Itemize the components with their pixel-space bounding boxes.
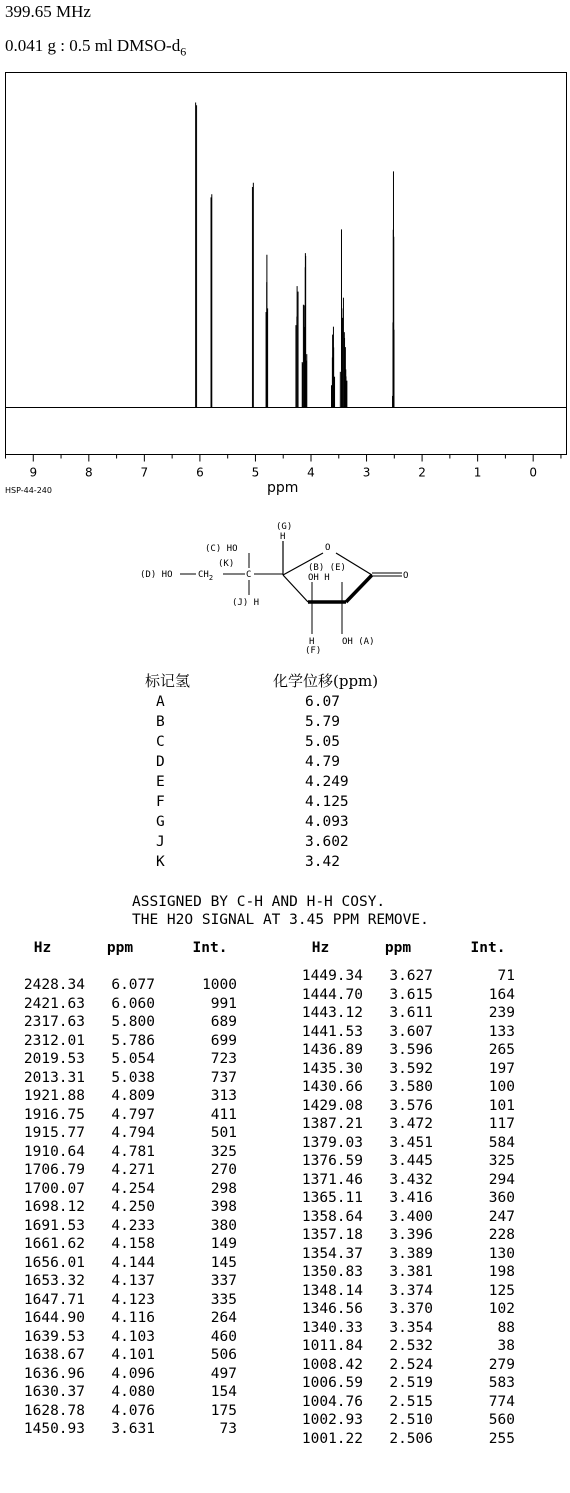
ppm-cell: 4.233 [111, 1217, 155, 1234]
assignment-label: F [156, 794, 165, 810]
assignment-row [145, 732, 405, 752]
hz-cell: 1002.93 [301, 1412, 363, 1428]
axis-ticks [6, 455, 561, 480]
hz-cell: 1639.53 [23, 1328, 85, 1345]
table-row [15, 995, 250, 1014]
hz-cell: 1348.14 [301, 1282, 363, 1299]
ppm-cell: 5.786 [111, 1032, 155, 1049]
label-c-ho: (C) HO [205, 544, 238, 554]
table-row [293, 1004, 528, 1023]
int-cell: 699 [210, 1032, 237, 1049]
ppm-cell: 2.515 [389, 1393, 433, 1410]
label-f: (F) [305, 646, 322, 656]
ppm-cell: 4.096 [111, 1365, 155, 1382]
hz-cell: 1706.79 [23, 1162, 85, 1178]
table-row [293, 1393, 528, 1412]
hz-cell: 1661.62 [23, 1236, 85, 1252]
ppm-cell: 5.800 [111, 1014, 155, 1030]
table-row [293, 1245, 528, 1264]
hz-cell: 1387.21 [301, 1116, 363, 1132]
hz-cell: 1340.33 [301, 1319, 363, 1336]
x-tick-label: 0 [529, 465, 537, 480]
int-cell: 325 [210, 1143, 237, 1160]
ppm-cell: 4.076 [111, 1402, 155, 1419]
table-row [15, 1235, 250, 1254]
col-ppm: ppm [106, 940, 134, 956]
int-cell: 411 [210, 1106, 237, 1123]
x-tick-label: 5 [251, 465, 260, 480]
int-cell: 460 [210, 1328, 237, 1345]
int-cell: 73 [219, 1421, 237, 1437]
ppm-cell: 4.116 [111, 1310, 155, 1326]
table-row [15, 1365, 250, 1384]
ppm-cell: 4.794 [111, 1125, 155, 1141]
int-cell: 164 [488, 986, 515, 1003]
label-b-e: (B) (E) [308, 563, 346, 573]
hz-cell: 1441.53 [301, 1023, 363, 1040]
assignment-shift: 5.05 [305, 734, 340, 750]
ppm-cell: 5.038 [111, 1069, 155, 1086]
hz-cell: 1450.93 [23, 1421, 85, 1437]
bond-ring-left [283, 575, 308, 602]
ppm-cell: 4.123 [111, 1291, 155, 1308]
x-tick-label: 1 [473, 465, 482, 480]
int-cell: 149 [210, 1236, 237, 1252]
table-row [15, 1143, 250, 1162]
hz-cell: 2421.63 [23, 995, 85, 1012]
ppm-cell: 3.576 [389, 1097, 433, 1114]
hz-cell: 1644.90 [23, 1310, 85, 1326]
ppm-cell: 4.809 [111, 1088, 155, 1104]
hz-cell: 1916.75 [23, 1106, 85, 1123]
ppm-cell: 4.250 [111, 1199, 155, 1215]
hz-cell: 1001.22 [301, 1430, 363, 1447]
peak-group [196, 103, 394, 408]
int-cell: 154 [210, 1384, 237, 1400]
sample-subscript: 6 [180, 44, 187, 59]
ch2-subscript: 2 [208, 574, 214, 582]
int-cell: 279 [488, 1356, 515, 1373]
ch2-text: CH [198, 570, 209, 580]
ch2-group [198, 570, 213, 582]
table-row [15, 1087, 250, 1106]
assignment-label: K [156, 854, 165, 870]
hz-cell: 1008.42 [301, 1356, 363, 1373]
table-row [15, 1106, 250, 1125]
int-cell: 774 [488, 1393, 515, 1410]
ppm-cell: 4.080 [111, 1384, 155, 1400]
int-cell: 398 [210, 1199, 237, 1215]
assignment-label: J [156, 834, 165, 850]
note-h2o: THE H2O SIGNAL AT 3.45 PPM REMOVE. [132, 912, 429, 928]
x-axis-label: ppm [267, 480, 299, 496]
hz-cell: 1379.03 [301, 1134, 363, 1151]
table-row [15, 1198, 250, 1217]
int-cell: 737 [210, 1069, 237, 1086]
hz-cell: 1006.59 [301, 1375, 363, 1391]
int-cell: 255 [488, 1430, 515, 1447]
int-cell: 294 [488, 1171, 515, 1188]
hz-cell: 1653.32 [23, 1273, 85, 1289]
col-int: Int. [192, 940, 228, 956]
hz-cell: 2428.34 [23, 977, 85, 993]
assignment-label: A [156, 694, 165, 710]
hz-cell: 1915.77 [23, 1125, 85, 1141]
col-ppm: ppm [384, 940, 412, 956]
hz-cell: 1910.64 [23, 1143, 85, 1160]
ppm-cell: 3.592 [389, 1060, 433, 1077]
ppm-cell: 3.432 [389, 1171, 433, 1188]
int-cell: 175 [210, 1402, 237, 1419]
ppm-cell: 4.137 [111, 1273, 155, 1289]
assignment-shift: 4.093 [305, 814, 349, 830]
label-k: (K) [218, 559, 235, 569]
assignment-shift: 3.42 [305, 854, 340, 870]
int-cell: 197 [488, 1060, 515, 1077]
hz-cell: 1647.71 [23, 1291, 85, 1308]
table-row [15, 1328, 250, 1347]
table-row [15, 1124, 250, 1143]
int-cell: 583 [488, 1375, 515, 1391]
bond-ring-right-bold [346, 575, 372, 602]
table-row [293, 1041, 528, 1060]
ppm-cell: 3.445 [389, 1153, 433, 1169]
int-cell: 101 [488, 1097, 515, 1114]
assignment-shift: 5.79 [305, 714, 340, 730]
hz-cell: 1921.88 [23, 1088, 85, 1104]
x-tick-label: 2 [418, 465, 426, 480]
hz-cell: 1350.83 [301, 1264, 363, 1280]
table-row [15, 1383, 250, 1402]
int-cell: 100 [488, 1079, 515, 1095]
table-row [15, 1161, 250, 1180]
ppm-cell: 3.354 [389, 1319, 433, 1336]
int-cell: 501 [210, 1125, 237, 1141]
atom-h-bottom: H [309, 637, 315, 647]
table-row [15, 1309, 250, 1328]
table-row [293, 1430, 528, 1449]
x-tick-label: 3 [362, 465, 371, 480]
table-row [293, 1411, 528, 1430]
ppm-cell: 2.532 [389, 1338, 433, 1354]
ppm-cell: 6.060 [111, 995, 155, 1012]
int-cell: 265 [488, 1042, 515, 1058]
hz-cell: 1443.12 [301, 1005, 363, 1021]
table-row [293, 1263, 528, 1282]
int-cell: 1000 [202, 977, 237, 993]
nmr-spectrum-chart [0, 60, 570, 485]
hz-cell: 1371.46 [301, 1171, 363, 1188]
int-cell: 71 [497, 968, 515, 984]
chemical-structure [130, 520, 420, 660]
int-cell: 337 [210, 1273, 237, 1289]
int-cell: 560 [488, 1412, 515, 1428]
peak-table-left-header [15, 940, 250, 962]
table-row [293, 1374, 528, 1393]
hz-cell: 2317.63 [23, 1014, 85, 1030]
table-row [15, 1346, 250, 1365]
assignment-label: E [156, 774, 165, 790]
hz-cell: 1430.66 [301, 1079, 363, 1095]
hz-cell: 1698.12 [23, 1199, 85, 1215]
assignment-shift: 4.79 [305, 754, 340, 770]
ppm-cell: 3.472 [389, 1116, 433, 1132]
ppm-cell: 2.506 [389, 1430, 433, 1447]
int-cell: 145 [210, 1254, 237, 1271]
assignment-row [145, 792, 405, 812]
int-cell: 506 [210, 1347, 237, 1363]
assignment-shift: 4.249 [305, 774, 349, 790]
hz-cell: 2019.53 [23, 1051, 85, 1067]
peak-table-right [293, 940, 528, 1448]
sample-info [5, 36, 186, 59]
label-j-h: (J) H [232, 598, 260, 608]
ppm-cell: 4.271 [111, 1162, 155, 1178]
table-row [15, 1420, 250, 1439]
table-row [293, 1171, 528, 1190]
int-cell: 38 [497, 1338, 515, 1354]
hz-cell: 1429.08 [301, 1097, 363, 1114]
table-row [293, 1319, 528, 1338]
ppm-cell: 3.580 [389, 1079, 433, 1095]
plot-frame [6, 73, 567, 455]
hz-cell: 1636.96 [23, 1365, 85, 1382]
hz-cell: 1357.18 [301, 1227, 363, 1243]
assignment-label: D [156, 754, 165, 770]
int-cell: 264 [210, 1310, 237, 1326]
int-cell: 325 [488, 1153, 515, 1169]
int-cell: 360 [488, 1190, 515, 1206]
int-cell: 723 [210, 1051, 237, 1067]
table-row [15, 1254, 250, 1273]
label-oh-a: OH (A) [342, 637, 375, 647]
assignment-header [145, 670, 405, 692]
assignment-row [145, 752, 405, 772]
table-row [293, 1115, 528, 1134]
assignment-label: B [156, 714, 165, 730]
col-hz: Hz [33, 940, 52, 956]
ppm-cell: 3.627 [389, 968, 433, 984]
assignment-label: C [156, 734, 165, 750]
table-row [293, 1134, 528, 1153]
hz-cell: 1630.37 [23, 1384, 85, 1400]
table-row [15, 1032, 250, 1051]
assignment-col-label: 标记氢 [145, 672, 191, 690]
ppm-cell: 4.254 [111, 1180, 155, 1197]
hz-cell: 1700.07 [23, 1180, 85, 1197]
table-row [293, 1023, 528, 1042]
int-cell: 584 [488, 1134, 515, 1151]
hz-cell: 1444.70 [301, 986, 363, 1003]
int-cell: 228 [488, 1227, 515, 1243]
label-d-ho: (D) HO [140, 570, 173, 580]
spectrometer-frequency: 399.65 MHz [5, 2, 91, 21]
int-cell: 335 [210, 1291, 237, 1308]
x-tick-label: 7 [140, 465, 149, 480]
int-cell: 125 [488, 1282, 515, 1299]
assignment-row [145, 692, 405, 712]
peak-table-left [15, 940, 250, 1439]
table-row [293, 967, 528, 986]
ppm-cell: 3.631 [111, 1421, 155, 1437]
int-cell: 198 [488, 1264, 515, 1280]
assignment-row [145, 852, 405, 872]
table-row [293, 1152, 528, 1171]
ppm-cell: 4.103 [111, 1328, 155, 1345]
ppm-cell: 4.781 [111, 1143, 155, 1160]
table-row [293, 1078, 528, 1097]
ppm-cell: 2.524 [389, 1356, 433, 1373]
table-row [293, 1226, 528, 1245]
atom-o-ring: O [325, 543, 331, 553]
ppm-cell: 3.400 [389, 1208, 433, 1225]
table-row [15, 1402, 250, 1421]
note-assigned: ASSIGNED BY C-H AND H-H COSY. [132, 894, 386, 910]
ppm-cell: 4.101 [111, 1347, 155, 1363]
hz-cell: 1628.78 [23, 1402, 85, 1419]
hz-cell: 1004.76 [301, 1393, 363, 1410]
table-row [293, 1356, 528, 1375]
int-cell: 133 [488, 1023, 515, 1040]
int-cell: 117 [488, 1116, 515, 1132]
col-int: Int. [470, 940, 506, 956]
x-tick-label: 9 [29, 465, 38, 480]
ppm-cell: 3.596 [389, 1042, 433, 1058]
table-row [15, 1050, 250, 1069]
sample-text: 0.041 g : 0.5 ml DMSO-d [5, 36, 181, 55]
assignment-col-shift: 化学位移(ppm) [273, 672, 379, 690]
table-row [15, 1013, 250, 1032]
table-row [293, 986, 528, 1005]
ppm-cell: 3.615 [389, 986, 433, 1003]
int-cell: 298 [210, 1180, 237, 1197]
atom-o-carbonyl: O [403, 571, 409, 581]
ppm-cell: 6.077 [111, 977, 155, 993]
table-row [293, 1060, 528, 1079]
atom-h-top: H [280, 532, 286, 542]
table-row [15, 1217, 250, 1236]
int-cell: 270 [210, 1162, 237, 1178]
hz-cell: 1354.37 [301, 1245, 363, 1262]
assignment-row [145, 832, 405, 852]
hz-cell: 1436.89 [301, 1042, 363, 1058]
int-cell: 313 [210, 1088, 237, 1104]
atom-c: C [246, 570, 252, 580]
hz-cell: 1358.64 [301, 1208, 363, 1225]
assignment-shift: 4.125 [305, 794, 349, 810]
int-cell: 247 [488, 1208, 515, 1225]
table-row [15, 1180, 250, 1199]
hz-cell: 1435.30 [301, 1060, 363, 1077]
table-row [293, 1208, 528, 1227]
x-tick-label: 4 [307, 465, 315, 480]
hz-cell: 1011.84 [301, 1338, 363, 1354]
table-row [15, 1291, 250, 1310]
assignment-shift: 6.07 [305, 694, 340, 710]
int-cell: 88 [497, 1319, 515, 1336]
hz-cell: 1449.34 [301, 968, 363, 984]
peak-table-right-rows [293, 967, 528, 1448]
int-cell: 102 [488, 1301, 515, 1317]
hz-cell: 1691.53 [23, 1217, 85, 1234]
ppm-cell: 3.396 [389, 1227, 433, 1243]
table-row [15, 976, 250, 995]
hz-cell: 1376.59 [301, 1153, 363, 1169]
table-row [15, 1272, 250, 1291]
col-hz: Hz [311, 940, 330, 956]
ppm-cell: 3.381 [389, 1264, 433, 1280]
hz-cell: 2013.31 [23, 1069, 85, 1086]
hz-cell: 1346.56 [301, 1301, 363, 1317]
ppm-cell: 3.611 [389, 1005, 433, 1021]
spectrum-code: HSP-44-240 [5, 486, 52, 495]
table-row [293, 1189, 528, 1208]
label-oh-h: OH H [308, 573, 330, 583]
peak-table-right-header [293, 940, 528, 962]
ppm-cell: 4.144 [111, 1254, 155, 1271]
ppm-cell: 3.451 [389, 1134, 433, 1151]
hz-cell: 1656.01 [23, 1254, 85, 1271]
int-cell: 991 [210, 995, 237, 1012]
table-row [293, 1282, 528, 1301]
assignment-row [145, 712, 405, 732]
ppm-cell: 4.797 [111, 1106, 155, 1123]
peak-table-left-rows [15, 976, 250, 1439]
int-cell: 689 [210, 1014, 237, 1030]
table-row [293, 1300, 528, 1319]
ppm-cell: 2.519 [389, 1375, 433, 1391]
ppm-cell: 3.374 [389, 1282, 433, 1299]
ppm-cell: 5.054 [111, 1051, 155, 1067]
ppm-cell: 4.158 [111, 1236, 155, 1252]
ppm-cell: 3.370 [389, 1301, 433, 1317]
table-row [15, 1069, 250, 1088]
table-row [293, 1337, 528, 1356]
int-cell: 130 [488, 1245, 515, 1262]
int-cell: 380 [210, 1217, 237, 1234]
assignment-table [145, 670, 405, 872]
hz-cell: 2312.01 [23, 1032, 85, 1049]
x-tick-label: 6 [196, 465, 204, 480]
label-g: (G) [276, 522, 293, 532]
int-cell: 239 [488, 1005, 515, 1021]
assignment-row [145, 812, 405, 832]
assignment-label: G [156, 814, 165, 830]
hz-cell: 1365.11 [301, 1190, 363, 1206]
ppm-cell: 3.416 [389, 1190, 433, 1206]
ppm-cell: 3.607 [389, 1023, 433, 1040]
x-tick-label: 8 [84, 465, 93, 480]
assignment-row [145, 772, 405, 792]
int-cell: 497 [210, 1365, 237, 1382]
ppm-cell: 2.510 [389, 1412, 433, 1428]
ppm-cell: 3.389 [389, 1245, 433, 1262]
assignment-shift: 3.602 [305, 834, 349, 850]
table-row [293, 1097, 528, 1116]
hz-cell: 1638.67 [23, 1347, 85, 1363]
assignment-rows [145, 692, 405, 872]
